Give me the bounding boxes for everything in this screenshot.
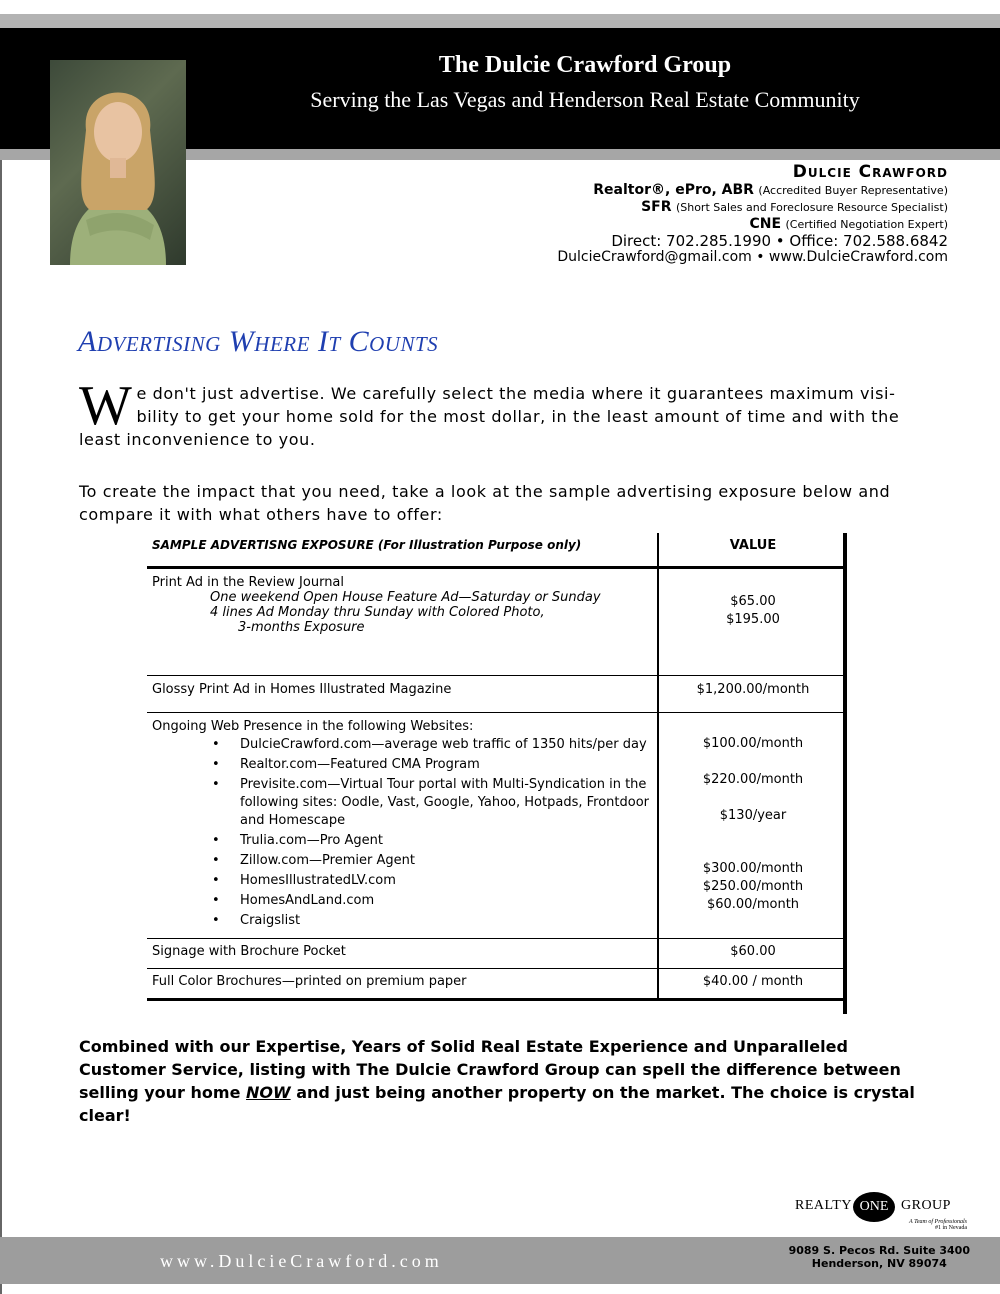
header-title: The Dulcie Crawford Group (438, 52, 732, 78)
advertising-table (147, 533, 847, 1001)
header-exposure: SAMPLE ADVERTISNG EXPOSURE (For Illustration Purpose only) (147, 533, 658, 568)
credentials-line-1 (557, 182, 948, 199)
brochures-value: $40.00 / month (658, 969, 847, 1000)
glossy-value: $1,200.00/month (658, 676, 847, 713)
footer-website: www.DulcieCrawford.com (160, 1251, 443, 1271)
logo-group-text: GROUP (901, 1198, 951, 1213)
web-value: $60.00/month (706, 897, 800, 912)
credentials-line-3 (557, 216, 948, 233)
print-ad-value-2: $195.00 (726, 612, 780, 627)
footer-address-line-1: 9089 S. Pecos Rd. Suite 3400 (788, 1244, 970, 1257)
table-row (147, 939, 847, 969)
logo-one-circle: ONE (853, 1192, 895, 1222)
email-website: DulcieCrawford@gmail.com • www.DulcieCrawford.com (557, 249, 948, 265)
contact-block (557, 164, 948, 265)
list-item: • Zillow.com—Premier Agent (240, 852, 652, 870)
intro-text: e don't just advertise. We carefully select the media where it guarantees maximum visi-bility to get your home sold for the most dollar, in the least amount of time and with the least inconvenience to you. (79, 384, 900, 449)
credentials-3-title: CNE (749, 216, 782, 232)
intro-paragraph (79, 375, 919, 451)
header-subtitle: Serving the Las Vegas and Henderson Real Estate Community (310, 87, 860, 112)
list-item: • Previsite.com—Virtual Tour portal with Multi-Syndication in the following sites: Oodle, Vast, Google, Yahoo, Hotpads, Frontdoor and Homescape (240, 776, 652, 830)
table-right-border (843, 533, 847, 1014)
signage-label: Signage with Brochure Pocket (147, 939, 658, 969)
credentials-3-desc: (Certified Negotiation Expert) (785, 218, 948, 231)
agent-portrait-image (50, 60, 186, 265)
closing-emphasis: NOW (246, 1083, 291, 1102)
closing-text-start: Combined with our Expertise, Years of Solid Real Estate Experience and Unparalleled Customer Service, listing with The Dulcie Crawford Group can spell the difference between selling your home (79, 1037, 901, 1102)
header-value: VALUE (658, 533, 847, 568)
logo-tagline: A Team of Professionals (909, 1219, 967, 1225)
web-value: $250.00/month (702, 879, 804, 894)
compare-paragraph: To create the impact that you need, take a look at the sample advertising exposure below and compare it with what others have to offer: (79, 482, 891, 524)
print-ad-value-1: $65.00 (730, 594, 776, 609)
table-row (147, 568, 847, 676)
web-value: $220.00/month (702, 772, 804, 787)
list-item: • Craigslist (240, 912, 652, 930)
list-item: • Trulia.com—Pro Agent (240, 832, 652, 850)
web-presence-title: Ongoing Web Presence in the following Websites: (152, 719, 474, 734)
list-item: • DulcieCrawford.com—average web traffic of 1350 hits/per day (240, 736, 652, 754)
credentials-1-desc: (Accredited Buyer Representative) (758, 184, 948, 197)
logo-rank: #1 in Nevada (935, 1225, 967, 1231)
credentials-2-title: SFR (641, 199, 672, 215)
web-value: $130/year (719, 808, 787, 823)
closing-text-end: and just being another property on the market. The choice is crystal clear! (79, 1083, 915, 1125)
web-value: $100.00/month (702, 736, 804, 751)
section-heading: Advertising Where It Counts (78, 325, 439, 358)
list-item: • HomesAndLand.com (240, 892, 652, 910)
credentials-2-desc: (Short Sales and Foreclosure Resource Specialist) (675, 201, 948, 214)
web-presence-values (658, 713, 847, 939)
print-ad-sub-3: 3-months Exposure (238, 620, 365, 635)
drop-cap: W (79, 375, 133, 437)
top-gray-bar (0, 14, 1000, 28)
table-row (147, 969, 847, 1000)
agent-name: Dulcie Crawford (792, 162, 948, 182)
realty-one-group-logo (793, 1192, 971, 1230)
websites-list (152, 736, 652, 930)
print-ad-cell (147, 568, 658, 676)
agent-photo (50, 60, 186, 265)
list-item: • Realtor.com—Featured CMA Program (240, 756, 652, 774)
footer-address (789, 1244, 970, 1270)
table-header-row (147, 533, 847, 568)
list-item: • HomesIllustratedLV.com (240, 872, 652, 890)
credentials-1-title: Realtor®, ePro, ABR (593, 182, 754, 198)
print-ad-sub-1: One weekend Open House Feature Ad—Saturday or Sunday (210, 590, 601, 605)
print-ad-sub-2: 4 lines Ad Monday thru Sunday with Colored Photo, (210, 605, 545, 620)
credentials-line-2 (557, 199, 948, 216)
left-rule (0, 14, 2, 1294)
footer-address-line-2: Henderson, NV 89074 (811, 1257, 947, 1270)
web-value: $300.00/month (702, 861, 804, 876)
logo-realty-text: REALTY (795, 1198, 852, 1213)
table-row (147, 676, 847, 713)
table-row (147, 713, 847, 939)
glossy-label: Glossy Print Ad in Homes Illustrated Magazine (147, 676, 658, 713)
web-presence-cell (147, 713, 658, 939)
print-ad-values (658, 568, 847, 676)
print-ad-title: Print Ad in the Review Journal (152, 575, 345, 590)
phone-numbers: Direct: 702.285.1990 • Office: 702.588.6842 (611, 232, 948, 250)
closing-paragraph (79, 1035, 939, 1127)
signage-value: $60.00 (658, 939, 847, 969)
brochures-label: Full Color Brochures—printed on premium paper (147, 969, 658, 1000)
